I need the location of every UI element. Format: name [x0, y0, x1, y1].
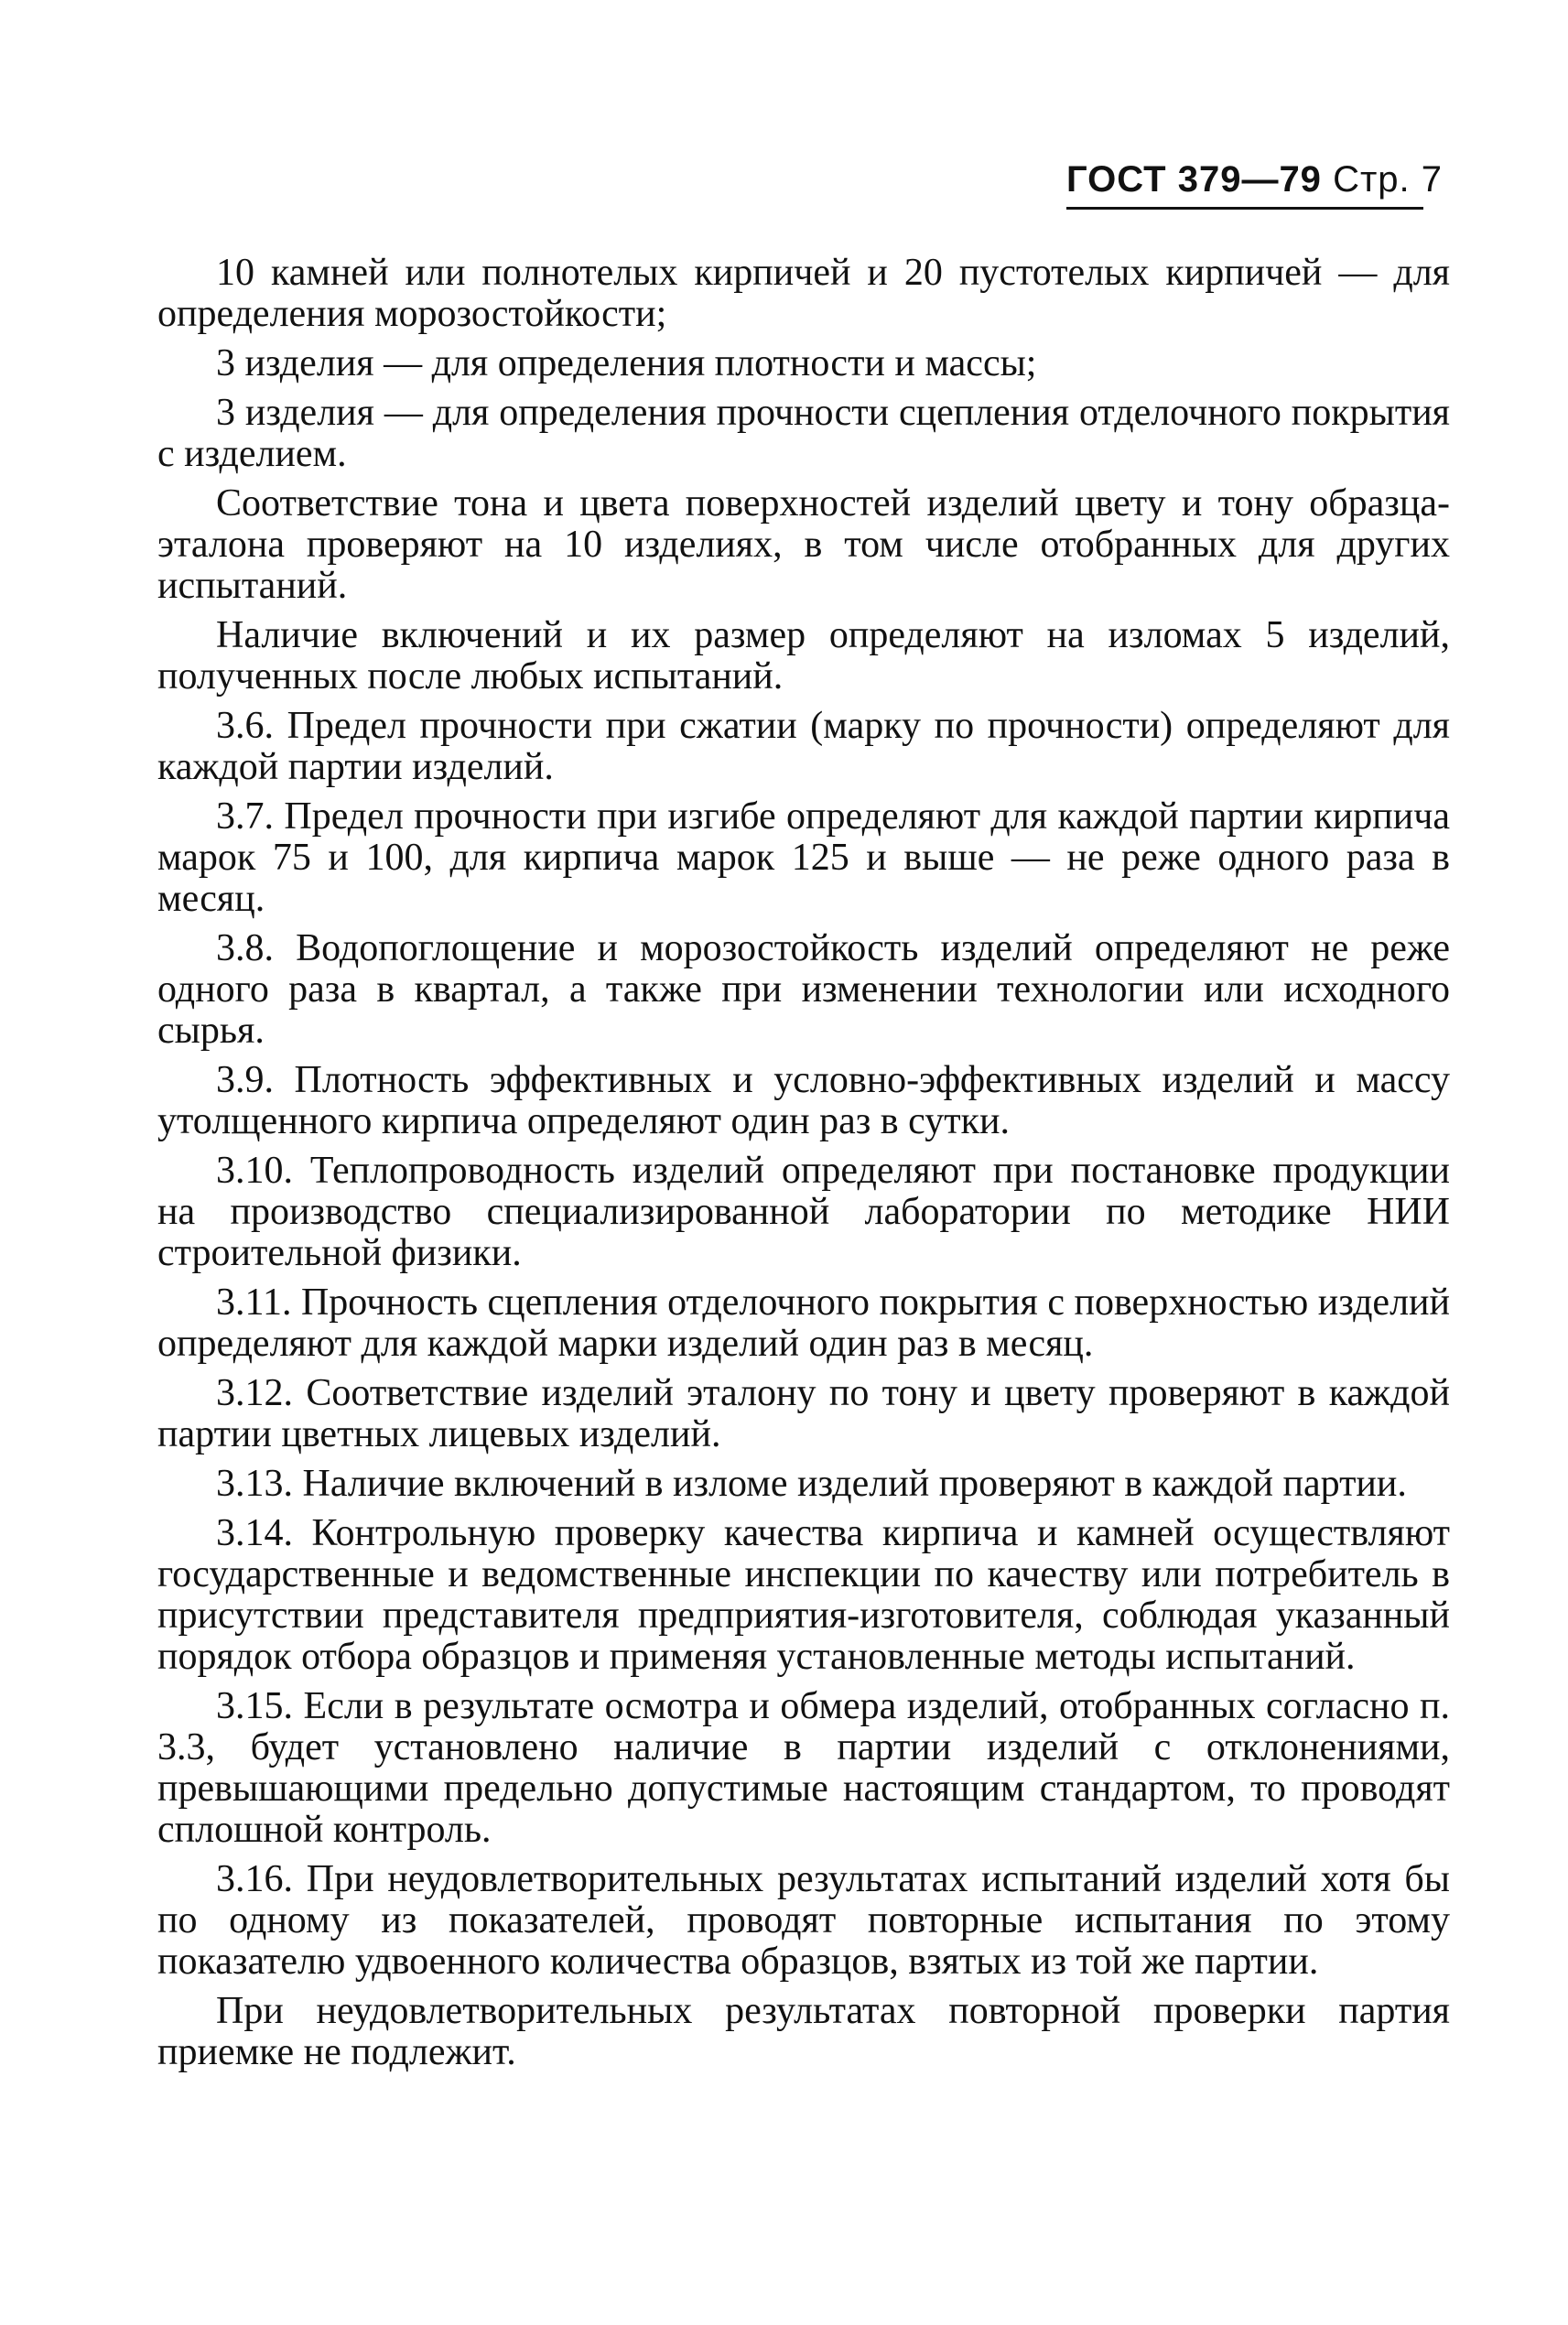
page-header: [1066, 157, 1443, 201]
paragraph: 3.6. Предел прочности при сжатии (марку по прочности) определяют для каждой партии изделий.: [157, 705, 1450, 788]
header-rule: [1066, 207, 1423, 210]
paragraph: 3.9. Плотность эффективных и условно-эффективных изделий и массу утолщенного кирпича определяют один раз в сутки.: [157, 1059, 1450, 1142]
paragraph: 3.12. Соответствие изделий эталону по тону и цвету проверяют в каждой партии цветных лицевых изделий.: [157, 1372, 1450, 1455]
paragraph: 3.14. Контрольную проверку качества кирпича и камней осуществляют государственные и ведомственные инспекции по качеству или потребитель в присутствии представителя предприятия-изготовителя, соблюдая указанный порядок отбора образцов и применяя установленные методы испытаний.: [157, 1512, 1450, 1678]
paragraph: 3 изделия — для определения прочности сцепления отделочного покрытия с изделием.: [157, 392, 1450, 475]
paragraph: 3.10. Теплопроводность изделий определяют при постановке продукции на производство специализированной лаборатории по методике НИИ строительной физики.: [157, 1150, 1450, 1274]
paragraph: 3.16. При неудовлетворительных результатах испытаний изделий хотя бы по одному из показателей, проводят повторные испытания по этому показателю удвоенного количества образцов, взятых из той же партии.: [157, 1858, 1450, 1983]
paragraph: 3.13. Наличие включений в изломе изделий проверяют в каждой партии.: [216, 1463, 1407, 1505]
body-text: [157, 253, 1450, 2073]
paragraph: 3.8. Водопоглощение и морозостойкость изделий определяют не реже одного раза в квартал, а также при изменении технологии или исходного сырья.: [157, 927, 1450, 1052]
paragraph: Наличие включений и их размер определяют на изломах 5 изделий, полученных после любых испытаний.: [157, 614, 1450, 698]
paragraph: 3.11. Прочность сцепления отделочного покрытия с поверхностью изделий определяют для каждой марки изделий один раз в месяц.: [157, 1281, 1450, 1365]
page-number: Стр. 7: [1333, 159, 1443, 200]
paragraph: При неудовлетворительных результатах повторной проверки партия приемке не подлежит.: [157, 1990, 1450, 2073]
standard-number: ГОСТ 379—79: [1066, 159, 1322, 200]
paragraph: 3.15. Если в результате осмотра и обмера изделий, отобранных согласно п. 3.3, будет установлено наличие в партии изделий с отклонениями, превышающими предельно допустимые настоящим стандартом, то проводят сплошной контроль.: [157, 1685, 1450, 1851]
paragraph: 3.7. Предел прочности при изгибе определяют для каждой партии кирпича марок 75 и 100, для кирпича марок 125 и выше — не реже одного раза в месяц.: [157, 795, 1450, 920]
paragraph: 10 камней или полнотелых кирпичей и 20 пустотелых кирпичей — для определения морозостойкости;: [157, 252, 1450, 335]
paragraph: 3 изделия — для определения плотности и массы;: [216, 342, 1037, 384]
paragraph: Соответствие тона и цвета поверхностей изделий цвету и тону образца-эталона проверяют на 10 изделиях, в том числе отобранных для других испытаний.: [157, 482, 1450, 607]
